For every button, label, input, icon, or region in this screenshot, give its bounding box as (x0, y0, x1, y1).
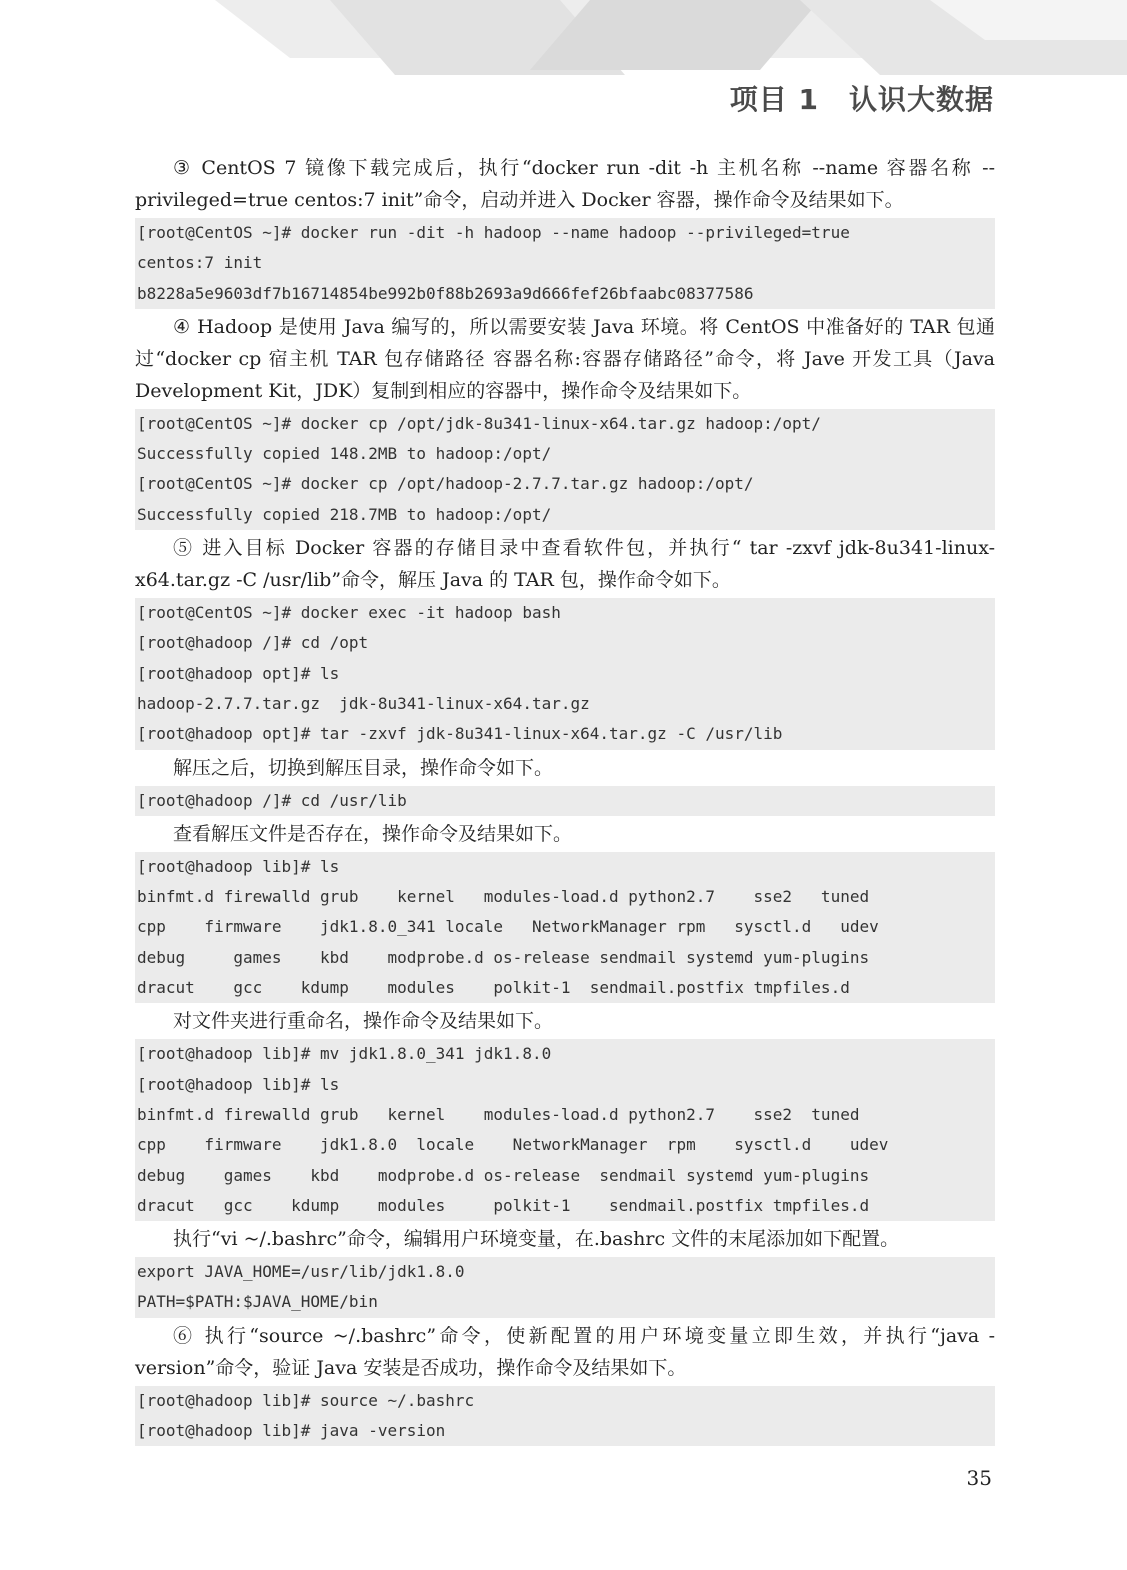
code-line: debug games kbd modprobe.d os-release sendmail systemd yum-plugins (137, 1165, 870, 1185)
chapter-title (730, 78, 994, 118)
code-line: debug games kbd modprobe.d os-release sendmail systemd yum-plugins (137, 947, 870, 967)
code-line: [root@hadoop lib]# ls (137, 856, 340, 876)
code-block-cd-usr-lib (135, 786, 995, 816)
paragraph-rename: 对文件夹进行重命名，操作命令及结果如下。 (173, 1010, 554, 1033)
code-line: binfmt.d firewalld grub kernel modules-load.d python2.7 sse2 tuned (137, 887, 870, 907)
code-block-docker-run (135, 218, 995, 309)
code-line: [root@CentOS ~]# docker run -dit -h hadoop --name hadoop --privileged=true (137, 223, 850, 242)
page-content (135, 152, 995, 1448)
paragraph-step-3: ③ CentOS 7 镜像下载完成后，执行“docker run -dit -h 主机名称 --name 容器名称 --privileged=true centos:7 init”命令，启动并进入 Docker 容器，操作命令及结果如下。 (135, 157, 995, 211)
code-line: [root@hadoop lib]# source ~/.bashrc (137, 1390, 475, 1410)
code-line: [root@hadoop lib]# java -version (137, 1421, 446, 1441)
code-line: PATH=$PATH:$JAVA_HOME/bin (137, 1292, 378, 1312)
code-line: dracut gcc kdump modules polkit-1 sendmail.postfix tmpfiles.d (137, 1195, 870, 1215)
code-line: binfmt.d firewalld grub kernel modules-load.d python2.7 sse2 tuned (137, 1104, 860, 1124)
code-block-rename (135, 1039, 995, 1221)
code-line: Successfully copied 218.7MB to hadoop:/opt/ (137, 504, 552, 524)
code-block-env-config (135, 1257, 995, 1318)
code-line: export JAVA_HOME=/usr/lib/jdk1.8.0 (137, 1262, 465, 1282)
code-line: b8228a5e9603df7b16714854be992b0f88b2693a9d666fef26bfaabc08377586 (137, 283, 754, 303)
code-line: [root@hadoop lib]# ls (137, 1074, 340, 1094)
code-block-java-version (135, 1386, 995, 1447)
paragraph-bashrc: 执行“vi ~/.bashrc”命令，编辑用户环境变量，在.bashrc 文件的末尾添加如下配置。 (173, 1228, 900, 1251)
code-line: [root@hadoop /]# cd /opt (137, 633, 369, 653)
code-block-docker-cp (135, 409, 995, 530)
code-line: [root@CentOS ~]# docker cp /opt/hadoop-2.7.7.tar.gz hadoop:/opt/ (137, 474, 754, 494)
code-line: [root@CentOS ~]# docker cp /opt/jdk-8u341-linux-x64.tar.gz hadoop:/opt/ (137, 413, 821, 433)
page-number: 35 (966, 1466, 992, 1490)
paragraph-step-4: ④ Hadoop 是使用 Java 编写的，所以需要安装 Java 环境。将 CentOS 中准备好的 TAR 包通过“docker cp 宿主机 TAR 包存储路径 容器名称:容器存储路径”命令，将 Jave 开发工具（Java Development Kit，JDK）复制到相应的容器中，操作命令及结果如下。 (135, 315, 995, 402)
paragraph-step-6: ⑥ 执行“source ~/.bashrc”命令，使新配置的用户环境变量立即生效，并执行“java -version”命令，验证 Java 安装是否成功，操作命令及结果如下。 (135, 1324, 995, 1379)
code-line: [root@hadoop opt]# tar -zxvf jdk-8u341-linux-x64.tar.gz -C /usr/lib (137, 724, 783, 744)
code-line: cpp firmware jdk1.8.0 locale NetworkManager rpm sysctl.d udev (137, 1135, 889, 1155)
code-block-extract-jdk (135, 598, 995, 749)
chapter-title-text: 认识大数据 (848, 83, 994, 116)
code-block-ls-before (135, 852, 995, 1003)
code-line: [root@hadoop /]# cd /usr/lib (137, 790, 407, 810)
code-line: [root@hadoop lib]# mv jdk1.8.0_341 jdk1.8.0 (137, 1044, 552, 1064)
code-line: dracut gcc kdump modules polkit-1 sendmail.postfix tmpfiles.d (137, 978, 850, 998)
paragraph-check-files: 查看解压文件是否存在，操作命令及结果如下。 (173, 822, 573, 845)
paragraph-step-5: ⑤ 进入目标 Docker 容器的存储目录中查看软件包，并执行“ tar -zxvf jdk-8u341-linux-x64.tar.gz -C /usr/lib”命令，解压 Java 的 TAR 包，操作命令如下。 (135, 537, 995, 592)
paragraph-switch-dir: 解压之后，切换到解压目录，操作命令如下。 (173, 756, 554, 779)
code-line: [root@hadoop opt]# ls (137, 663, 340, 683)
code-line: centos:7 init (137, 253, 263, 273)
code-line: [root@CentOS ~]# docker exec -it hadoop bash (137, 603, 561, 623)
code-line: Successfully copied 148.2MB to hadoop:/opt/ (137, 444, 552, 464)
code-line: hadoop-2.7.7.tar.gz jdk-8u341-linux-x64.tar.gz (137, 693, 590, 713)
code-line: cpp firmware jdk1.8.0_341 locale NetworkManager rpm sysctl.d udev (137, 917, 879, 937)
chapter-label: 项目 1 (729, 83, 819, 116)
